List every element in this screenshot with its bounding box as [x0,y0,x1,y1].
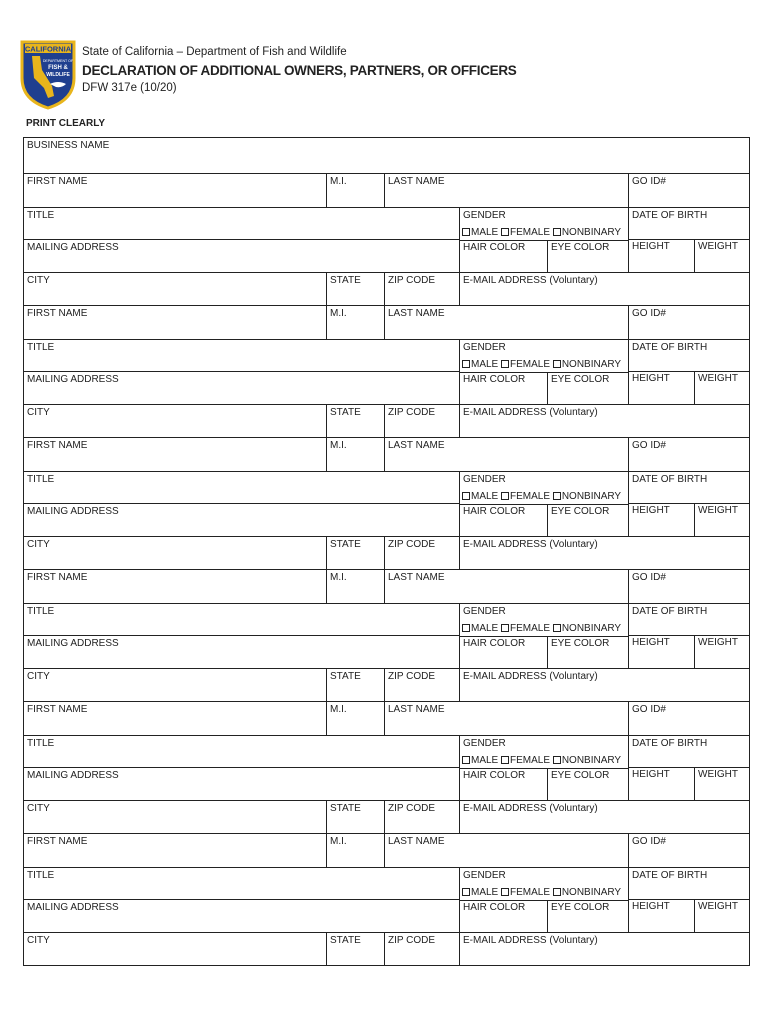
title-label: TITLE [27,606,55,617]
eye-color-field[interactable] [547,636,628,668]
male-label: MALE [471,623,499,634]
name-row [24,834,749,868]
height-label: HEIGHT [632,373,670,384]
hair-color-label: HAIR COLOR [463,770,526,781]
zip-code-field[interactable] [384,933,459,965]
gender-label: GENDER [463,606,506,617]
eye-color-field[interactable] [547,372,628,404]
first-name-field[interactable] [24,438,326,471]
city-field[interactable] [24,537,326,569]
male-checkbox[interactable] [462,360,470,368]
print-clearly-note: PRINT CLEARLY [26,118,106,129]
name-row [24,306,749,340]
mi-field[interactable] [326,306,384,339]
female-label: FEMALE [510,359,551,370]
person-block [24,306,749,438]
nonbinary-label: NONBINARY [561,755,622,766]
go-id-label: GO ID# [632,836,666,847]
person-block [24,834,749,966]
city-label: CITY [27,407,50,418]
city-field[interactable] [24,405,326,437]
male-label: MALE [471,755,499,766]
zip-code-field[interactable] [384,801,459,833]
city-row [24,537,749,570]
go-id-label: GO ID# [632,572,666,583]
go-id-field[interactable] [628,306,749,339]
first-name-field[interactable] [24,306,326,339]
email-label: E-MAIL ADDRESS (Voluntary) [463,407,598,418]
state-field[interactable] [326,801,384,833]
title-row [24,604,749,636]
go-id-label: GO ID# [632,308,666,319]
weight-label: WEIGHT [698,241,738,252]
mailing-row [24,768,749,801]
gender-field [459,208,628,240]
hair-color-field[interactable] [459,504,547,536]
first-name-label: FIRST NAME [27,704,88,715]
female-label: FEMALE [510,491,551,502]
mailing-address-label: MAILING ADDRESS [27,770,119,781]
female-label: FEMALE [510,755,551,766]
name-row [24,438,749,472]
email-label: E-MAIL ADDRESS (Voluntary) [463,275,598,286]
title-row [24,868,749,900]
gender-options [462,491,621,502]
state-field[interactable] [326,933,384,965]
height-label: HEIGHT [632,901,670,912]
person-block [24,702,749,834]
mailing-address-label: MAILING ADDRESS [27,638,119,649]
business-name-row[interactable] [24,138,749,174]
eye-color-label: EYE COLOR [551,374,610,385]
state-field[interactable] [326,537,384,569]
email-field[interactable] [459,405,749,437]
hair-color-label: HAIR COLOR [463,242,526,253]
height-field[interactable] [628,372,694,404]
date-of-birth-label: DATE OF BIRTH [632,606,708,617]
svg-text:DEPARTMENT OF: DEPARTMENT OF [42,59,74,63]
state-label: STATE [330,275,361,286]
height-field[interactable] [628,240,694,272]
nonbinary-checkbox[interactable] [553,360,561,368]
first-name-label: FIRST NAME [27,572,88,583]
female-checkbox[interactable] [501,624,509,632]
svg-text:WILDLIFE: WILDLIFE [46,72,70,78]
mailing-row [24,900,749,933]
state-field[interactable] [326,405,384,437]
eye-color-label: EYE COLOR [551,770,610,781]
title-field[interactable] [24,736,459,768]
city-row [24,405,749,438]
weight-field[interactable] [694,372,749,404]
mailing-address-field[interactable] [24,504,459,536]
zip-code-label: ZIP CODE [388,935,436,946]
go-id-label: GO ID# [632,440,666,451]
weight-label: WEIGHT [698,769,738,780]
email-label: E-MAIL ADDRESS (Voluntary) [463,935,598,946]
weight-label: WEIGHT [698,637,738,648]
svg-text:FISH &: FISH & [48,65,68,71]
mi-field[interactable] [326,702,384,735]
hair-color-label: HAIR COLOR [463,638,526,649]
hair-color-field[interactable] [459,636,547,668]
title-field[interactable] [24,208,459,240]
gender-field [459,472,628,504]
go-id-field[interactable] [628,570,749,603]
male-label: MALE [471,887,499,898]
date-of-birth-field[interactable] [628,472,749,504]
last-name-field[interactable] [384,438,628,471]
last-name-field[interactable] [384,306,628,339]
hair-color-field[interactable] [459,372,547,404]
nonbinary-checkbox[interactable] [553,228,561,236]
last-name-field[interactable] [384,702,628,735]
last-name-label: LAST NAME [388,440,445,451]
male-checkbox[interactable] [462,624,470,632]
zip-code-label: ZIP CODE [388,803,436,814]
zip-code-field[interactable] [384,273,459,305]
person-block [24,570,749,702]
gender-field [459,868,628,900]
zip-code-label: ZIP CODE [388,539,436,550]
go-id-label: GO ID# [632,176,666,187]
date-of-birth-field[interactable] [628,604,749,636]
email-field[interactable] [459,801,749,833]
date-of-birth-field[interactable] [628,340,749,372]
state-label: STATE [330,539,361,550]
gender-label: GENDER [463,738,506,749]
last-name-label: LAST NAME [388,704,445,715]
last-name-field[interactable] [384,174,628,207]
eye-color-label: EYE COLOR [551,506,610,517]
weight-label: WEIGHT [698,373,738,384]
first-name-field[interactable] [24,174,326,207]
email-field[interactable] [459,537,749,569]
zip-code-label: ZIP CODE [388,275,436,286]
hair-color-label: HAIR COLOR [463,374,526,385]
first-name-label: FIRST NAME [27,440,88,451]
first-name-field[interactable] [24,570,326,603]
form-header [18,38,758,118]
mi-field[interactable] [326,834,384,867]
eye-color-field[interactable] [547,504,628,536]
mailing-address-label: MAILING ADDRESS [27,374,119,385]
first-name-field[interactable] [24,834,326,867]
female-checkbox[interactable] [501,888,509,896]
title-label: TITLE [27,738,55,749]
title-label: TITLE [27,210,55,221]
last-name-label: LAST NAME [388,308,445,319]
gender-options [462,623,621,634]
go-id-field[interactable] [628,438,749,471]
weight-label: WEIGHT [698,505,738,516]
nonbinary-label: NONBINARY [561,491,622,502]
declaration-form [23,137,750,966]
date-of-birth-label: DATE OF BIRTH [632,210,708,221]
city-row [24,933,749,966]
go-id-field[interactable] [628,702,749,735]
date-of-birth-field[interactable] [628,868,749,900]
male-label: MALE [471,491,499,502]
female-label: FEMALE [510,227,551,238]
nonbinary-label: NONBINARY [561,887,622,898]
city-field[interactable] [24,273,326,305]
title-row [24,340,749,372]
mailing-row [24,504,749,537]
zip-code-field[interactable] [384,405,459,437]
city-field[interactable] [24,669,326,701]
weight-field[interactable] [694,504,749,536]
last-name-field[interactable] [384,834,628,867]
go-id-field[interactable] [628,174,749,207]
first-name-label: FIRST NAME [27,836,88,847]
date-of-birth-field[interactable] [628,736,749,768]
agency-name: State of California – Department of Fish and Wildlife [82,46,347,58]
mi-label: M.I. [330,836,347,847]
email-field[interactable] [459,933,749,965]
title-field[interactable] [24,604,459,636]
mi-label: M.I. [330,704,347,715]
zip-code-label: ZIP CODE [388,407,436,418]
female-label: FEMALE [510,623,551,634]
title-field[interactable] [24,340,459,372]
title-field[interactable] [24,868,459,900]
last-name-label: LAST NAME [388,572,445,583]
zip-code-field[interactable] [384,537,459,569]
city-label: CITY [27,671,50,682]
state-label: STATE [330,671,361,682]
mailing-address-label: MAILING ADDRESS [27,242,119,253]
title-label: TITLE [27,342,55,353]
height-field[interactable] [628,900,694,932]
title-label: TITLE [27,474,55,485]
mailing-address-field[interactable] [24,372,459,404]
last-name-label: LAST NAME [388,836,445,847]
zip-code-field[interactable] [384,669,459,701]
mailing-address-field[interactable] [24,636,459,668]
date-of-birth-label: DATE OF BIRTH [632,342,708,353]
nonbinary-checkbox[interactable] [553,492,561,500]
mailing-address-label: MAILING ADDRESS [27,506,119,517]
mi-label: M.I. [330,440,347,451]
height-field[interactable] [628,768,694,800]
title-field[interactable] [24,472,459,504]
hair-color-label: HAIR COLOR [463,902,526,913]
nonbinary-label: NONBINARY [561,359,622,370]
city-label: CITY [27,275,50,286]
person-block [24,174,749,306]
eye-color-field[interactable] [547,768,628,800]
weight-field[interactable] [694,636,749,668]
title-row [24,736,749,768]
nonbinary-label: NONBINARY [561,227,622,238]
male-checkbox[interactable] [462,228,470,236]
female-checkbox[interactable] [501,228,509,236]
weight-label: WEIGHT [698,901,738,912]
female-checkbox[interactable] [501,756,509,764]
city-label: CITY [27,935,50,946]
gender-field [459,604,628,636]
mi-field[interactable] [326,174,384,207]
state-label: STATE [330,803,361,814]
first-name-label: FIRST NAME [27,308,88,319]
male-checkbox[interactable] [462,492,470,500]
last-name-field[interactable] [384,570,628,603]
state-field[interactable] [326,273,384,305]
height-field[interactable] [628,636,694,668]
height-field[interactable] [628,504,694,536]
mailing-row [24,636,749,669]
form-number: DFW 317e (10/20) [82,82,177,94]
person-block [24,438,749,570]
email-field[interactable] [459,273,749,305]
male-label: MALE [471,359,499,370]
weight-field[interactable] [694,768,749,800]
hair-color-field[interactable] [459,768,547,800]
city-row [24,801,749,834]
gender-options [462,359,621,370]
gender-label: GENDER [463,210,506,221]
nonbinary-checkbox[interactable] [553,624,561,632]
nonbinary-checkbox[interactable] [553,756,561,764]
business-name-label: BUSINESS NAME [27,140,110,151]
gender-field [459,736,628,768]
male-checkbox[interactable] [462,756,470,764]
mi-label: M.I. [330,572,347,583]
name-row [24,702,749,736]
gender-label: GENDER [463,342,506,353]
female-checkbox[interactable] [501,360,509,368]
gender-field [459,340,628,372]
eye-color-field[interactable] [547,900,628,932]
name-row [24,174,749,208]
eye-color-label: EYE COLOR [551,902,610,913]
city-row [24,273,749,306]
female-label: FEMALE [510,887,551,898]
go-id-field[interactable] [628,834,749,867]
zip-code-label: ZIP CODE [388,671,436,682]
mailing-address-label: MAILING ADDRESS [27,902,119,913]
email-label: E-MAIL ADDRESS (Voluntary) [463,803,598,814]
male-checkbox[interactable] [462,888,470,896]
title-row [24,472,749,504]
state-label: STATE [330,407,361,418]
city-label: CITY [27,803,50,814]
female-checkbox[interactable] [501,492,509,500]
eye-color-label: EYE COLOR [551,242,610,253]
title-row [24,208,749,240]
last-name-label: LAST NAME [388,176,445,187]
date-of-birth-field[interactable] [628,208,749,240]
go-id-label: GO ID# [632,704,666,715]
gender-options [462,227,621,238]
form-title: DECLARATION OF ADDITIONAL OWNERS, PARTNERS, OR OFFICERS [82,63,517,78]
hair-color-label: HAIR COLOR [463,506,526,517]
hair-color-field[interactable] [459,900,547,932]
first-name-field[interactable] [24,702,326,735]
state-field[interactable] [326,669,384,701]
mi-label: M.I. [330,308,347,319]
weight-field[interactable] [694,240,749,272]
mailing-row [24,240,749,273]
city-label: CITY [27,539,50,550]
cdfw-seal-icon [18,38,78,110]
height-label: HEIGHT [632,769,670,780]
gender-label: GENDER [463,870,506,881]
mi-label: M.I. [330,176,347,187]
mi-field[interactable] [326,438,384,471]
state-label: STATE [330,935,361,946]
height-label: HEIGHT [632,637,670,648]
name-row [24,570,749,604]
date-of-birth-label: DATE OF BIRTH [632,738,708,749]
city-field[interactable] [24,933,326,965]
date-of-birth-label: DATE OF BIRTH [632,474,708,485]
mailing-row [24,372,749,405]
mi-field[interactable] [326,570,384,603]
eye-color-label: EYE COLOR [551,638,610,649]
city-field[interactable] [24,801,326,833]
seal-caption: CALIFORNIA [24,44,72,54]
height-label: HEIGHT [632,241,670,252]
mailing-address-field[interactable] [24,240,459,272]
nonbinary-checkbox[interactable] [553,888,561,896]
gender-options [462,887,621,898]
male-label: MALE [471,227,499,238]
first-name-label: FIRST NAME [27,176,88,187]
email-field[interactable] [459,669,749,701]
title-label: TITLE [27,870,55,881]
date-of-birth-label: DATE OF BIRTH [632,870,708,881]
weight-field[interactable] [694,900,749,932]
city-row [24,669,749,702]
email-label: E-MAIL ADDRESS (Voluntary) [463,539,598,550]
mailing-address-field[interactable] [24,768,459,800]
gender-options [462,755,621,766]
eye-color-field[interactable] [547,240,628,272]
gender-label: GENDER [463,474,506,485]
email-label: E-MAIL ADDRESS (Voluntary) [463,671,598,682]
nonbinary-label: NONBINARY [561,623,622,634]
height-label: HEIGHT [632,505,670,516]
hair-color-field[interactable] [459,240,547,272]
mailing-address-field[interactable] [24,900,459,932]
